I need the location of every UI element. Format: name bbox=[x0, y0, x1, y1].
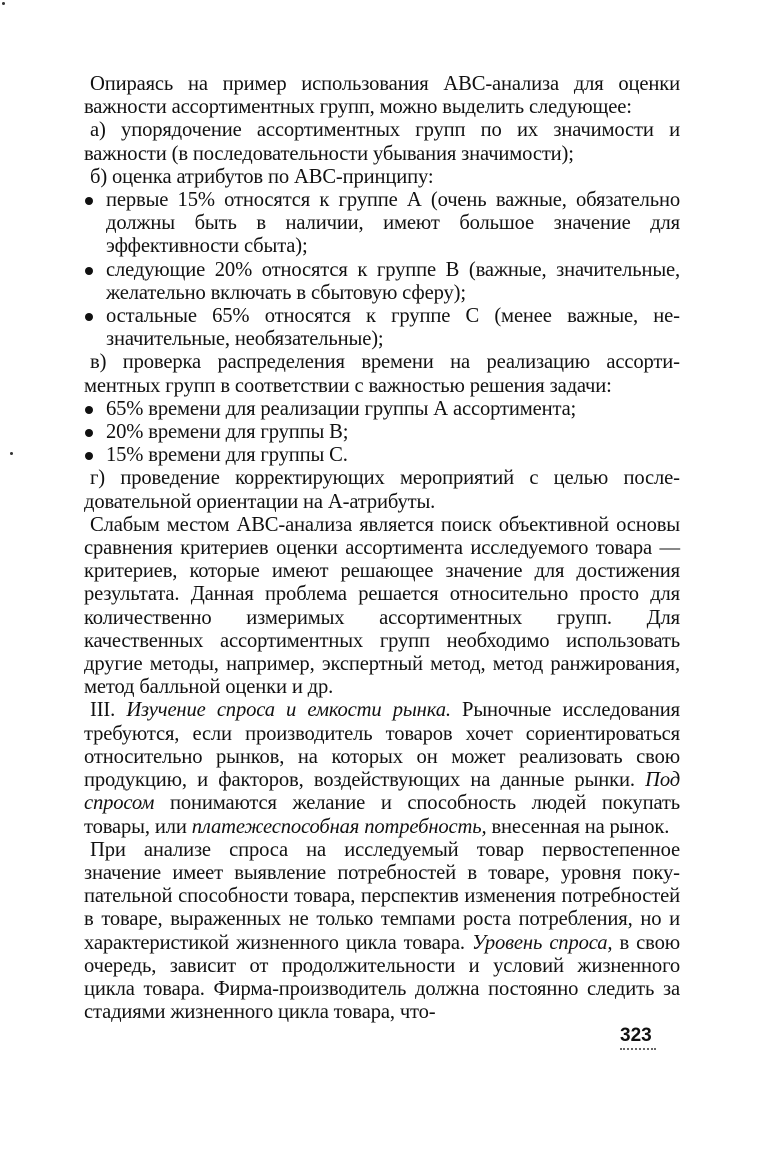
page-body bbox=[84, 73, 680, 1024]
bullet-text: 65% времени для реализации группы А ассортимента; bbox=[106, 397, 577, 420]
paragraph-demand-analysis bbox=[84, 839, 680, 1025]
bullet-item bbox=[84, 259, 680, 305]
bullet-icon bbox=[85, 313, 93, 321]
bullet-list-v bbox=[84, 398, 680, 468]
bullet-icon bbox=[85, 267, 93, 275]
bullet-icon bbox=[85, 406, 93, 414]
paragraph-text: в свою очередь, зависит от продолжительности и условий жизненного цикла товара. Фирма-производитель должна постоянно следить за стадиями жизненного цикла товара, что- bbox=[84, 931, 680, 1024]
list-item-g: г) проведение корректирующих мероприятий с целью последовательной ориентации на А-атрибуты. bbox=[84, 467, 680, 513]
scan-mark bbox=[2, 2, 5, 5]
bullet-list-b bbox=[84, 189, 680, 351]
list-item-a: а) упорядочение ассортиментных групп по их значимости и важности (в последовательности убывания значимости); bbox=[84, 119, 680, 165]
bullet-text: первые 15% относятся к группе А (очень важные, обязательно должны быть в наличии, имеют большое значение для эффективности сбыта); bbox=[106, 189, 680, 258]
bullet-icon bbox=[85, 452, 93, 460]
paragraph-text: При анализе спроса на исследуемый товар первостепенное значение имеет выявление потребностей в товаре, уровня покупательной способности товара, перспектив изменения потребностей в товаре, выраженных не только темпами роста потребления, но и характеристикой жизненного цикла товара. bbox=[84, 838, 680, 954]
section-title: Изучение спроса и емкости рынка. bbox=[126, 699, 451, 722]
term-solvent-need: платежеспособная потребность, bbox=[191, 815, 487, 838]
bullet-icon bbox=[85, 197, 93, 205]
page-number-underline bbox=[620, 1048, 656, 1050]
scan-mark bbox=[10, 452, 13, 455]
bullet-item bbox=[84, 305, 680, 351]
bullet-item bbox=[84, 398, 680, 421]
bullet-text: 20% времени для группы В; bbox=[106, 421, 349, 444]
bullet-icon bbox=[85, 429, 93, 437]
list-item-v: в) проверка распределения времени на реализацию ассортиментных групп в соответствии с важностью решения задачи: bbox=[84, 351, 680, 397]
section-number: III. bbox=[90, 699, 127, 722]
section-text: внесенная на рынок. bbox=[486, 815, 670, 838]
bullet-text: следующие 20% относятся к группе В (важные, значительные, желательно включать в сбытовую сферу); bbox=[106, 258, 680, 304]
paragraph-section-3 bbox=[84, 699, 680, 838]
list-item-b: б) оценка атрибутов по АВС-принципу: bbox=[90, 165, 434, 188]
term-demand: Под спросом bbox=[84, 769, 680, 815]
section-text: понимаются желание и способность людей покупать товары, или bbox=[84, 792, 680, 838]
bullet-item bbox=[84, 444, 680, 467]
section-text: Рыночные исследования требуются, если производитель товаров хочет сориентироваться относительно рынков, на которых он может реализовать свою продукцию, и факторов, воздействующих на данные рынки. bbox=[84, 699, 680, 792]
paragraph-intro: Опираясь на пример использования АВС-анализа для оценки важности ассортиментных групп, можно выделить следующее: bbox=[84, 73, 680, 119]
page-number: 323 bbox=[620, 1025, 652, 1046]
bullet-item bbox=[84, 421, 680, 444]
paragraph-weakness: Слабым местом АВС-анализа является поиск объективной основы сравнения критериев оценки ассортимента исследуемого товара — критериев, которые имеют решающее значение для достижения результата. Данная проблема решается относительно просто для количественно измеримых ассортиментных групп. Для качественных ассортиментных групп необходимо использовать другие методы, например, экспертный метод, метод ранжирования, метод балльной оценки и др. bbox=[84, 513, 680, 699]
term-demand-level: Уровень спроса, bbox=[471, 931, 613, 954]
bullet-item bbox=[84, 189, 680, 259]
bullet-text: 15% времени для группы С. bbox=[106, 444, 348, 467]
bullet-text: остальные 65% относятся к группе С (менее важные, незначительные, необязательные); bbox=[106, 305, 680, 351]
